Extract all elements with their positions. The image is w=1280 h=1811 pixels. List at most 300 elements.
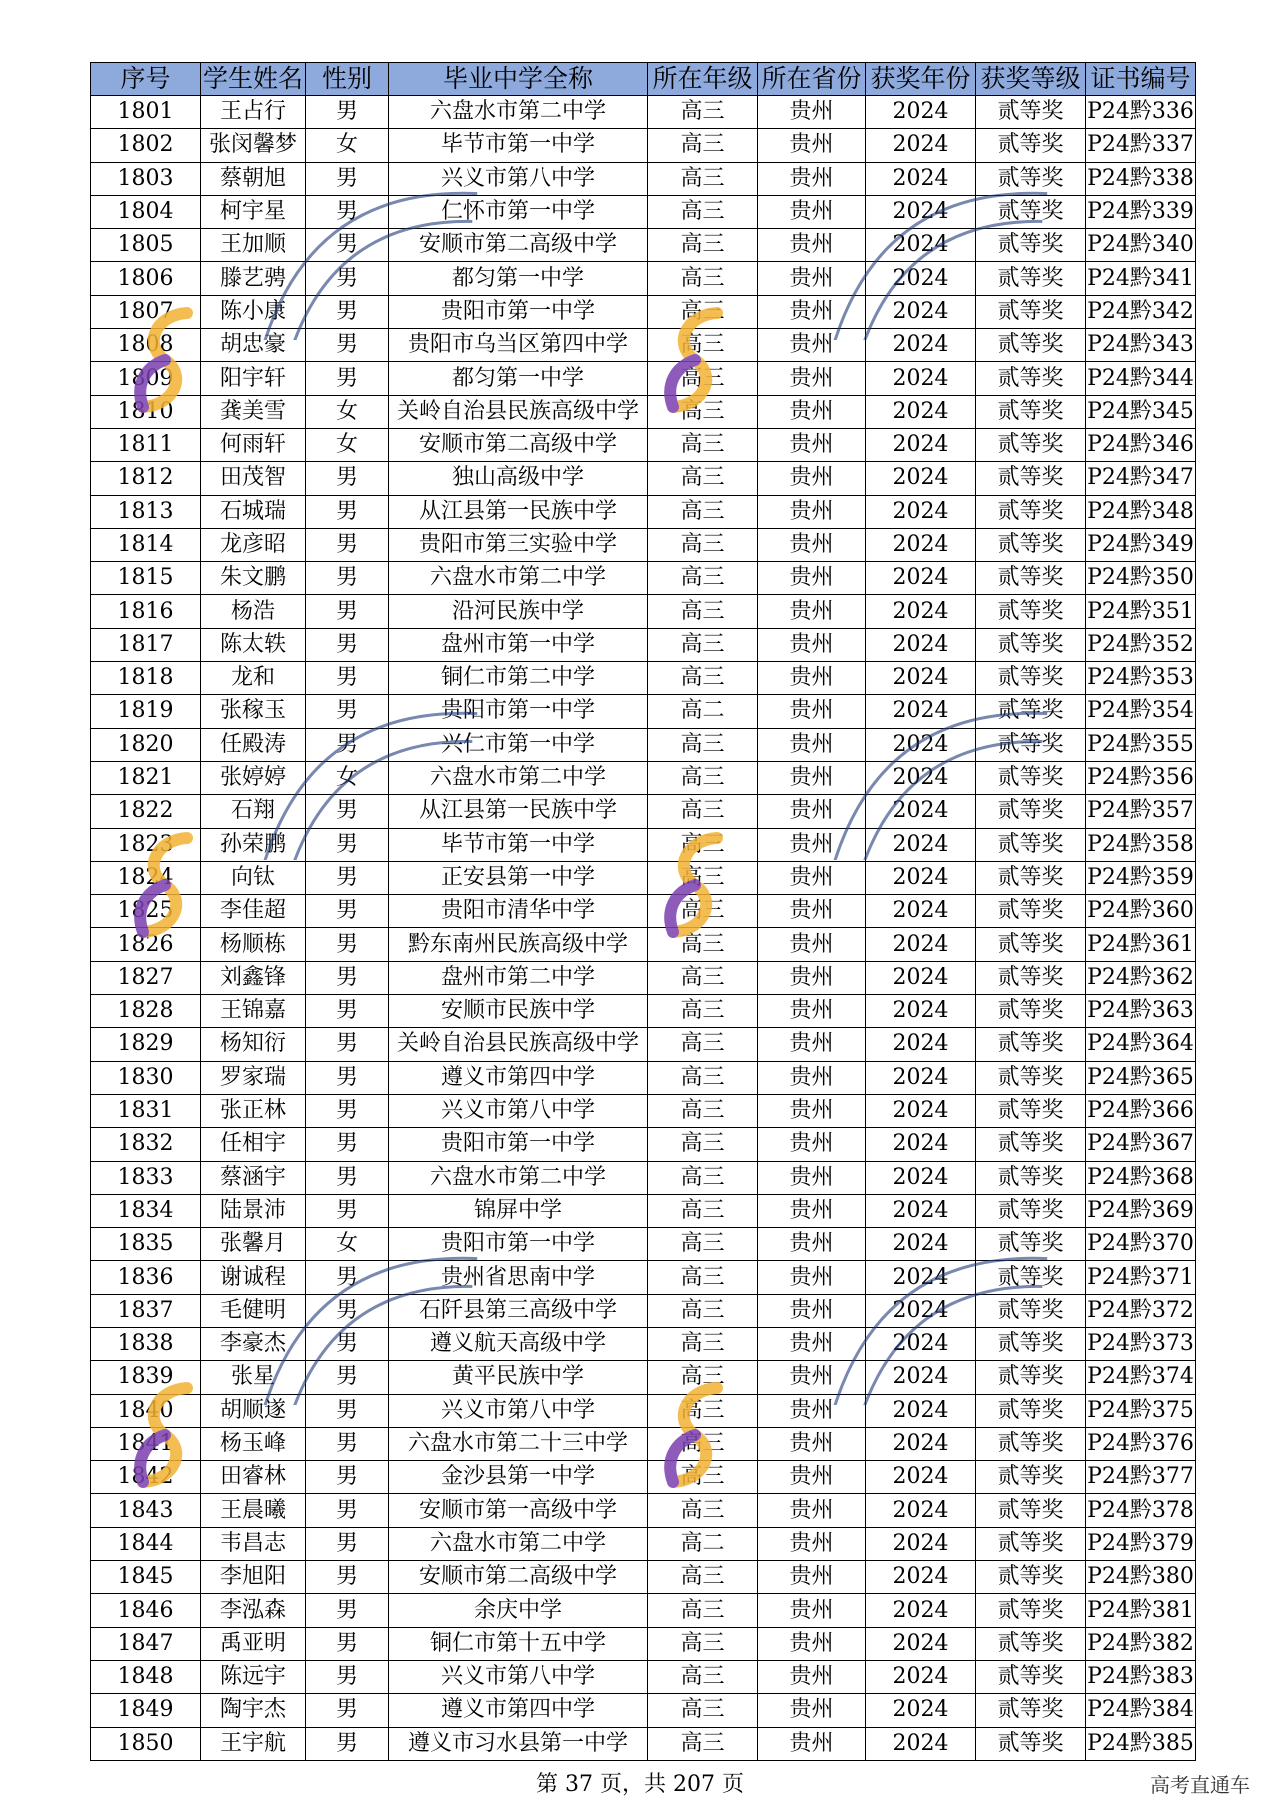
certificate-id-cell: P24黔385 — [1086, 1727, 1196, 1760]
award-year-cell: 2024 — [866, 462, 976, 495]
student-name-cell: 杨浩 — [201, 595, 306, 628]
certificate-id-cell: P24黔349 — [1086, 528, 1196, 561]
award-year-cell: 2024 — [866, 96, 976, 129]
school-name-cell: 余庆中学 — [389, 1594, 648, 1627]
row-index-cell: 1812 — [91, 462, 201, 495]
province-cell: 贵州 — [758, 695, 866, 728]
student-name-cell: 张闵馨梦 — [201, 129, 306, 162]
award-year-cell: 2024 — [866, 928, 976, 961]
province-cell: 贵州 — [758, 1361, 866, 1394]
award-level-cell: 贰等奖 — [976, 728, 1086, 761]
award-level-cell: 贰等奖 — [976, 1228, 1086, 1261]
table-row — [91, 861, 1196, 894]
certificate-id-cell: P24黔361 — [1086, 928, 1196, 961]
province-cell: 贵州 — [758, 728, 866, 761]
table-row — [91, 1294, 1196, 1327]
student-name-cell: 石城瑞 — [201, 495, 306, 528]
award-year-cell: 2024 — [866, 662, 976, 695]
award-level-cell: 贰等奖 — [976, 1727, 1086, 1760]
row-index-cell: 1817 — [91, 628, 201, 661]
award-year-cell: 2024 — [866, 595, 976, 628]
certificate-id-cell: P24黔365 — [1086, 1061, 1196, 1094]
award-year-cell: 2024 — [866, 861, 976, 894]
award-year-cell: 2024 — [866, 1194, 976, 1227]
row-index-cell: 1850 — [91, 1727, 201, 1760]
certificate-id-cell: P24黔345 — [1086, 395, 1196, 428]
certificate-id-cell: P24黔356 — [1086, 761, 1196, 794]
award-year-cell: 2024 — [866, 1660, 976, 1693]
row-index-cell: 1816 — [91, 595, 201, 628]
province-cell: 贵州 — [758, 1527, 866, 1560]
school-name-cell: 兴义市第八中学 — [389, 1660, 648, 1693]
award-year-cell: 2024 — [866, 195, 976, 228]
student-name-cell: 杨顺栋 — [201, 928, 306, 961]
province-cell: 贵州 — [758, 262, 866, 295]
gender-cell: 男 — [306, 1427, 389, 1460]
grade-cell: 高三 — [648, 1627, 758, 1660]
school-name-cell: 安顺市第二高级中学 — [389, 229, 648, 262]
grade-cell: 高三 — [648, 428, 758, 461]
grade-cell: 高三 — [648, 628, 758, 661]
award-year-cell: 2024 — [866, 1461, 976, 1494]
table-row — [91, 961, 1196, 994]
school-name-cell: 仁怀市第一中学 — [389, 195, 648, 228]
certificate-id-cell: P24黔371 — [1086, 1261, 1196, 1294]
grade-cell: 高三 — [648, 1727, 758, 1760]
province-cell: 贵州 — [758, 1427, 866, 1460]
grade-cell: 高二 — [648, 1527, 758, 1560]
student-name-cell: 谢诚程 — [201, 1261, 306, 1294]
student-name-cell: 龙和 — [201, 662, 306, 695]
row-index-cell: 1840 — [91, 1394, 201, 1427]
column-header: 所在年级 — [648, 63, 758, 96]
school-name-cell: 盘州市第二中学 — [389, 961, 648, 994]
grade-cell: 高三 — [648, 1594, 758, 1627]
province-cell: 贵州 — [758, 495, 866, 528]
student-name-cell: 罗家瑞 — [201, 1061, 306, 1094]
student-name-cell: 蔡朝旭 — [201, 162, 306, 195]
student-name-cell: 韦昌志 — [201, 1527, 306, 1560]
column-header: 所在省份 — [758, 63, 866, 96]
award-year-cell: 2024 — [866, 995, 976, 1028]
column-header: 学生姓名 — [201, 63, 306, 96]
school-name-cell: 六盘水市第二中学 — [389, 1527, 648, 1560]
certificate-id-cell: P24黔338 — [1086, 162, 1196, 195]
award-year-cell: 2024 — [866, 1261, 976, 1294]
school-name-cell: 遵义航天高级中学 — [389, 1327, 648, 1360]
student-name-cell: 李豪杰 — [201, 1327, 306, 1360]
province-cell: 贵州 — [758, 595, 866, 628]
award-level-cell: 贰等奖 — [976, 928, 1086, 961]
student-name-cell: 田睿林 — [201, 1461, 306, 1494]
gender-cell: 男 — [306, 1494, 389, 1527]
row-index-cell: 1807 — [91, 295, 201, 328]
school-name-cell: 金沙县第一中学 — [389, 1461, 648, 1494]
award-level-cell: 贰等奖 — [976, 861, 1086, 894]
row-index-cell: 1848 — [91, 1660, 201, 1693]
school-name-cell: 兴义市第八中学 — [389, 1394, 648, 1427]
student-name-cell: 任殿涛 — [201, 728, 306, 761]
student-name-cell: 杨玉峰 — [201, 1427, 306, 1460]
row-index-cell: 1845 — [91, 1561, 201, 1594]
school-name-cell: 正安县第一中学 — [389, 861, 648, 894]
certificate-id-cell: P24黔366 — [1086, 1094, 1196, 1127]
province-cell: 贵州 — [758, 928, 866, 961]
certificate-id-cell: P24黔341 — [1086, 262, 1196, 295]
school-name-cell: 六盘水市第二十三中学 — [389, 1427, 648, 1460]
school-name-cell: 贵阳市第一中学 — [389, 1228, 648, 1261]
table-row — [91, 1727, 1196, 1760]
school-name-cell: 六盘水市第二中学 — [389, 761, 648, 794]
grade-cell: 高三 — [648, 495, 758, 528]
province-cell: 贵州 — [758, 1228, 866, 1261]
gender-cell: 男 — [306, 1561, 389, 1594]
student-name-cell: 胡忠豪 — [201, 329, 306, 362]
award-level-cell: 贰等奖 — [976, 1561, 1086, 1594]
province-cell: 贵州 — [758, 1394, 866, 1427]
student-name-cell: 杨知衍 — [201, 1028, 306, 1061]
award-level-cell: 贰等奖 — [976, 1161, 1086, 1194]
school-name-cell: 铜仁市第十五中学 — [389, 1627, 648, 1660]
gender-cell: 女 — [306, 428, 389, 461]
row-index-cell: 1804 — [91, 195, 201, 228]
certificate-id-cell: P24黔374 — [1086, 1361, 1196, 1394]
certificate-id-cell: P24黔342 — [1086, 295, 1196, 328]
province-cell: 贵州 — [758, 395, 866, 428]
award-level-cell: 贰等奖 — [976, 628, 1086, 661]
row-index-cell: 1808 — [91, 329, 201, 362]
award-year-cell: 2024 — [866, 695, 976, 728]
school-name-cell: 贵阳市第一中学 — [389, 295, 648, 328]
gender-cell: 男 — [306, 195, 389, 228]
award-level-cell: 贰等奖 — [976, 329, 1086, 362]
certificate-id-cell: P24黔378 — [1086, 1494, 1196, 1527]
gender-cell: 男 — [306, 1694, 389, 1727]
student-name-cell: 李旭阳 — [201, 1561, 306, 1594]
certificate-id-cell: P24黔354 — [1086, 695, 1196, 728]
province-cell: 贵州 — [758, 1694, 866, 1727]
gender-cell: 男 — [306, 262, 389, 295]
award-year-cell: 2024 — [866, 728, 976, 761]
school-name-cell: 贵州省思南中学 — [389, 1261, 648, 1294]
award-level-cell: 贰等奖 — [976, 362, 1086, 395]
award-level-cell: 贰等奖 — [976, 195, 1086, 228]
column-header: 序号 — [91, 63, 201, 96]
province-cell: 贵州 — [758, 229, 866, 262]
province-cell: 贵州 — [758, 1561, 866, 1594]
award-level-cell: 贰等奖 — [976, 96, 1086, 129]
award-year-cell: 2024 — [866, 1561, 976, 1594]
province-cell: 贵州 — [758, 428, 866, 461]
province-cell: 贵州 — [758, 628, 866, 661]
province-cell: 贵州 — [758, 1627, 866, 1660]
award-year-cell: 2024 — [866, 1228, 976, 1261]
page-number: 第 37 页，共 207 页 — [536, 1772, 744, 1797]
certificate-id-cell: P24黔351 — [1086, 595, 1196, 628]
certificate-id-cell: P24黔384 — [1086, 1694, 1196, 1727]
row-index-cell: 1826 — [91, 928, 201, 961]
award-level-cell: 贰等奖 — [976, 462, 1086, 495]
row-index-cell: 1834 — [91, 1194, 201, 1227]
table-row — [91, 895, 1196, 928]
award-level-cell: 贰等奖 — [976, 262, 1086, 295]
gender-cell: 男 — [306, 1128, 389, 1161]
row-index-cell: 1828 — [91, 995, 201, 1028]
award-year-cell: 2024 — [866, 1327, 976, 1360]
grade-cell: 高三 — [648, 1694, 758, 1727]
awards-table — [90, 62, 1196, 1761]
award-year-cell: 2024 — [866, 895, 976, 928]
table-row — [91, 362, 1196, 395]
student-name-cell: 阳宇轩 — [201, 362, 306, 395]
school-name-cell: 贵阳市清华中学 — [389, 895, 648, 928]
grade-cell: 高三 — [648, 1561, 758, 1594]
gender-cell: 男 — [306, 1627, 389, 1660]
school-name-cell: 兴仁市第一中学 — [389, 728, 648, 761]
row-index-cell: 1830 — [91, 1061, 201, 1094]
table-row — [91, 329, 1196, 362]
gender-cell: 男 — [306, 1594, 389, 1627]
province-cell: 贵州 — [758, 1161, 866, 1194]
table-row — [91, 1228, 1196, 1261]
table-row — [91, 1327, 1196, 1360]
award-year-cell: 2024 — [866, 295, 976, 328]
table-row — [91, 1194, 1196, 1227]
student-name-cell: 龙彦昭 — [201, 528, 306, 561]
row-index-cell: 1841 — [91, 1427, 201, 1460]
grade-cell: 高三 — [648, 1228, 758, 1261]
school-name-cell: 贵阳市第一中学 — [389, 1128, 648, 1161]
certificate-id-cell: P24黔360 — [1086, 895, 1196, 928]
certificate-id-cell: P24黔368 — [1086, 1161, 1196, 1194]
school-name-cell: 六盘水市第二中学 — [389, 1161, 648, 1194]
school-name-cell: 黔东南州民族高级中学 — [389, 928, 648, 961]
school-name-cell: 遵义市习水县第一中学 — [389, 1727, 648, 1760]
school-name-cell: 安顺市民族中学 — [389, 995, 648, 1028]
province-cell: 贵州 — [758, 362, 866, 395]
award-year-cell: 2024 — [866, 1594, 976, 1627]
row-index-cell: 1835 — [91, 1228, 201, 1261]
school-name-cell: 贵阳市第三实验中学 — [389, 528, 648, 561]
school-name-cell: 都匀第一中学 — [389, 262, 648, 295]
header-row — [91, 63, 1196, 96]
student-name-cell: 李泓森 — [201, 1594, 306, 1627]
certificate-id-cell: P24黔346 — [1086, 428, 1196, 461]
table-row — [91, 1361, 1196, 1394]
grade-cell: 高三 — [648, 195, 758, 228]
student-name-cell: 孙荣鹏 — [201, 828, 306, 861]
row-index-cell: 1803 — [91, 162, 201, 195]
row-index-cell: 1810 — [91, 395, 201, 428]
award-year-cell: 2024 — [866, 628, 976, 661]
grade-cell: 高三 — [648, 961, 758, 994]
table-row — [91, 262, 1196, 295]
table-row — [91, 428, 1196, 461]
page-footer — [0, 1770, 1280, 1800]
award-year-cell: 2024 — [866, 562, 976, 595]
award-level-cell: 贰等奖 — [976, 1394, 1086, 1427]
award-level-cell: 贰等奖 — [976, 1094, 1086, 1127]
school-name-cell: 石阡县第三高级中学 — [389, 1294, 648, 1327]
table-row — [91, 928, 1196, 961]
student-name-cell: 陈远宇 — [201, 1660, 306, 1693]
grade-cell: 高三 — [648, 462, 758, 495]
row-index-cell: 1829 — [91, 1028, 201, 1061]
student-name-cell: 陈太轶 — [201, 628, 306, 661]
student-name-cell: 任相宇 — [201, 1128, 306, 1161]
student-name-cell: 滕艺骋 — [201, 262, 306, 295]
table-row — [91, 528, 1196, 561]
table-row — [91, 295, 1196, 328]
table-body — [91, 96, 1196, 1761]
grade-cell: 高三 — [648, 1161, 758, 1194]
table-row — [91, 628, 1196, 661]
row-index-cell: 1819 — [91, 695, 201, 728]
certificate-id-cell: P24黔348 — [1086, 495, 1196, 528]
award-year-cell: 2024 — [866, 495, 976, 528]
gender-cell: 男 — [306, 995, 389, 1028]
school-name-cell: 黄平民族中学 — [389, 1361, 648, 1394]
table-row — [91, 761, 1196, 794]
row-index-cell: 1825 — [91, 895, 201, 928]
certificate-id-cell: P24黔367 — [1086, 1128, 1196, 1161]
province-cell: 贵州 — [758, 861, 866, 894]
award-level-cell: 贰等奖 — [976, 662, 1086, 695]
award-year-cell: 2024 — [866, 1028, 976, 1061]
table-row — [91, 1461, 1196, 1494]
student-name-cell: 毛健明 — [201, 1294, 306, 1327]
table-row — [91, 96, 1196, 129]
grade-cell: 高三 — [648, 1494, 758, 1527]
award-level-cell: 贰等奖 — [976, 528, 1086, 561]
table-row — [91, 728, 1196, 761]
table-row — [91, 395, 1196, 428]
province-cell: 贵州 — [758, 162, 866, 195]
table-row — [91, 1694, 1196, 1727]
school-name-cell: 遵义市第四中学 — [389, 1694, 648, 1727]
grade-cell: 高三 — [648, 1094, 758, 1127]
award-level-cell: 贰等奖 — [976, 1427, 1086, 1460]
award-level-cell: 贰等奖 — [976, 1261, 1086, 1294]
student-name-cell: 张婷婷 — [201, 761, 306, 794]
student-name-cell: 朱文鹏 — [201, 562, 306, 595]
gender-cell: 男 — [306, 362, 389, 395]
province-cell: 贵州 — [758, 195, 866, 228]
grade-cell: 高三 — [648, 728, 758, 761]
row-index-cell: 1849 — [91, 1694, 201, 1727]
student-name-cell: 王占行 — [201, 96, 306, 129]
row-index-cell: 1814 — [91, 528, 201, 561]
gender-cell: 男 — [306, 1028, 389, 1061]
province-cell: 贵州 — [758, 1194, 866, 1227]
certificate-id-cell: P24黔373 — [1086, 1327, 1196, 1360]
certificate-id-cell: P24黔339 — [1086, 195, 1196, 228]
grade-cell: 高三 — [648, 528, 758, 561]
row-index-cell: 1836 — [91, 1261, 201, 1294]
grade-cell: 高三 — [648, 262, 758, 295]
student-name-cell: 王锦嘉 — [201, 995, 306, 1028]
school-name-cell: 兴义市第八中学 — [389, 1094, 648, 1127]
province-cell: 贵州 — [758, 1261, 866, 1294]
certificate-id-cell: P24黔364 — [1086, 1028, 1196, 1061]
gender-cell: 女 — [306, 1228, 389, 1261]
student-name-cell: 禹亚明 — [201, 1627, 306, 1660]
grade-cell: 高三 — [648, 928, 758, 961]
award-level-cell: 贰等奖 — [976, 1028, 1086, 1061]
gender-cell: 男 — [306, 229, 389, 262]
grade-cell: 高三 — [648, 761, 758, 794]
gender-cell: 女 — [306, 395, 389, 428]
award-year-cell: 2024 — [866, 1727, 976, 1760]
province-cell: 贵州 — [758, 1327, 866, 1360]
gender-cell: 男 — [306, 1094, 389, 1127]
row-index-cell: 1847 — [91, 1627, 201, 1660]
province-cell: 贵州 — [758, 1461, 866, 1494]
row-index-cell: 1823 — [91, 828, 201, 861]
row-index-cell: 1813 — [91, 495, 201, 528]
school-name-cell: 关岭自治县民族高级中学 — [389, 1028, 648, 1061]
certificate-id-cell: P24黔363 — [1086, 995, 1196, 1028]
table-row — [91, 1561, 1196, 1594]
award-year-cell: 2024 — [866, 528, 976, 561]
province-cell: 贵州 — [758, 329, 866, 362]
award-level-cell: 贰等奖 — [976, 961, 1086, 994]
student-name-cell: 王晨曦 — [201, 1494, 306, 1527]
certificate-id-cell: P24黔336 — [1086, 96, 1196, 129]
award-level-cell: 贰等奖 — [976, 1594, 1086, 1627]
table-row — [91, 1161, 1196, 1194]
award-level-cell: 贰等奖 — [976, 1327, 1086, 1360]
school-name-cell: 毕节市第一中学 — [389, 828, 648, 861]
table-header — [91, 63, 1196, 96]
award-level-cell: 贰等奖 — [976, 1061, 1086, 1094]
award-level-cell: 贰等奖 — [976, 828, 1086, 861]
award-year-cell: 2024 — [866, 1294, 976, 1327]
award-year-cell: 2024 — [866, 1128, 976, 1161]
grade-cell: 高三 — [648, 1461, 758, 1494]
award-year-cell: 2024 — [866, 162, 976, 195]
gender-cell: 男 — [306, 1660, 389, 1693]
row-index-cell: 1846 — [91, 1594, 201, 1627]
column-header: 证书编号 — [1086, 63, 1196, 96]
table-row — [91, 1061, 1196, 1094]
certificate-id-cell: P24黔377 — [1086, 1461, 1196, 1494]
row-index-cell: 1832 — [91, 1128, 201, 1161]
school-name-cell: 安顺市第二高级中学 — [389, 428, 648, 461]
grade-cell: 高三 — [648, 362, 758, 395]
province-cell: 贵州 — [758, 995, 866, 1028]
grade-cell: 高三 — [648, 795, 758, 828]
certificate-id-cell: P24黔362 — [1086, 961, 1196, 994]
gender-cell: 男 — [306, 828, 389, 861]
certificate-id-cell: P24黔350 — [1086, 562, 1196, 595]
student-name-cell: 陶宇杰 — [201, 1694, 306, 1727]
grade-cell: 高三 — [648, 595, 758, 628]
province-cell: 贵州 — [758, 1128, 866, 1161]
award-year-cell: 2024 — [866, 262, 976, 295]
table-row — [91, 1594, 1196, 1627]
certificate-id-cell: P24黔358 — [1086, 828, 1196, 861]
award-year-cell: 2024 — [866, 1361, 976, 1394]
award-year-cell: 2024 — [866, 129, 976, 162]
gender-cell: 男 — [306, 695, 389, 728]
row-index-cell: 1837 — [91, 1294, 201, 1327]
row-index-cell: 1801 — [91, 96, 201, 129]
certificate-id-cell: P24黔347 — [1086, 462, 1196, 495]
gender-cell: 男 — [306, 895, 389, 928]
award-year-cell: 2024 — [866, 329, 976, 362]
gender-cell: 男 — [306, 1461, 389, 1494]
